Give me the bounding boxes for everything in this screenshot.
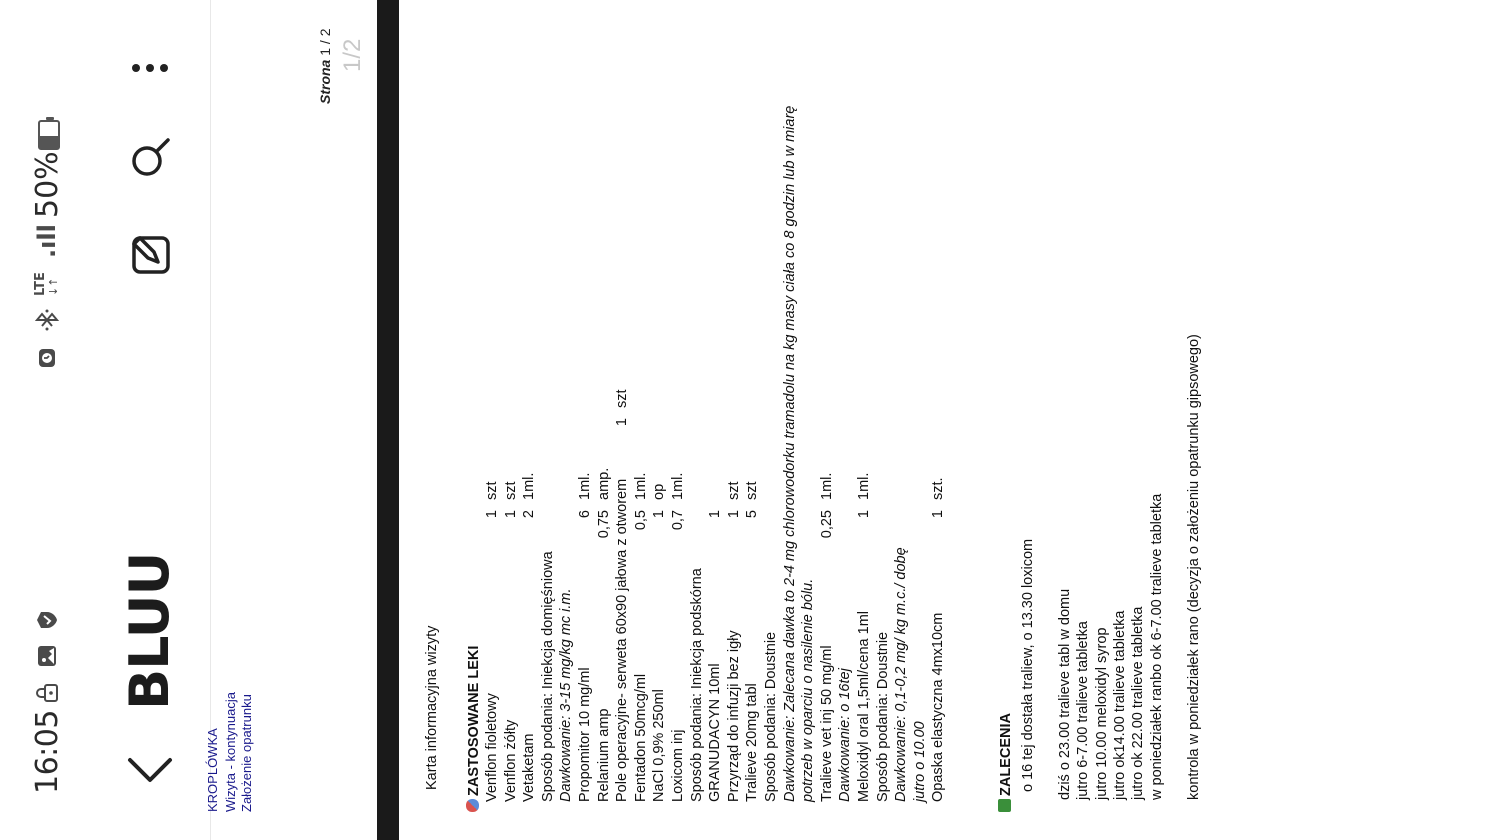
med-unit: szt (744, 481, 761, 500)
recommendation-line: kontrola w poniedziałek rano (decyzja o założeniu opatrunku gipsowego) (1185, 334, 1202, 800)
back-button[interactable] (120, 740, 180, 800)
med-unit: 1ml. (577, 472, 593, 500)
med-name: Vetaketam (521, 733, 538, 802)
rec-section-title (997, 713, 1015, 812)
med-qty: 1 (614, 418, 631, 427)
page-preview (205, 0, 376, 840)
lte-icon: LTE ↓↑ (33, 272, 60, 296)
pill-icon (466, 799, 479, 812)
med-unit: 1ml. (856, 472, 872, 500)
bluetooth-icon (35, 308, 63, 332)
app-toolbar (100, 0, 210, 840)
med-qty: 1 (856, 510, 872, 519)
med-name: Tralieve vet inj 50 mg/ml (818, 645, 835, 802)
recommendation-line: jutro 6-7.00 tralieve tabletka (1075, 621, 1092, 800)
med-name: Przyrząd do infuzji bez igły (725, 630, 742, 802)
recommendation-line: w poniedziałek ranbo ok 6-7.00 tralieve tabletka (1148, 493, 1165, 800)
rec-section-label: ZALECENIA (998, 713, 1014, 796)
meds-section-title (465, 646, 483, 812)
signal-icon: .ıll (33, 224, 61, 258)
med-name: jutro o 10.00 (911, 721, 928, 802)
preview-cut-line: KROPLÓWKA (205, 728, 220, 812)
shield-icon (35, 608, 63, 632)
more-icon (128, 46, 172, 90)
med-name: Fentadon 50mcg/ml (632, 673, 649, 802)
med-unit: szt. (930, 477, 947, 500)
med-name: Sposób podania: Iniekcja podskórna (688, 568, 705, 802)
med-unit: op (651, 483, 668, 500)
med-name: Sposób podania: Doustnie (763, 631, 779, 802)
med-name: Loxicom inj (670, 729, 686, 802)
med-unit: szt (614, 389, 631, 408)
med-qty: 0,7 (670, 510, 686, 531)
recommendation-line: o 16 tej dostała traliew, o 13.30 loxicom (1020, 538, 1036, 792)
search-button[interactable] (122, 130, 178, 186)
recommendation-line: dziś o 23.00 tralieve tabl w domu (1056, 588, 1073, 800)
search-icon (128, 136, 172, 180)
status-time: 16:05 (30, 710, 65, 794)
page-separator (377, 0, 399, 840)
med-qty: 6 (577, 510, 593, 519)
document-title: BLUU (118, 552, 181, 710)
med-unit: 1ml. (670, 472, 686, 500)
med-name: GRANUDACYN 10ml (707, 663, 724, 802)
network-label: LTE (33, 272, 48, 296)
med-unit: 1ml. (632, 472, 649, 500)
page-label: Strona (317, 59, 333, 104)
med-name: Relanium amp (595, 708, 612, 802)
med-name: Dawkowanie: 3-15 mg/kg mc i.m. (558, 588, 575, 802)
med-name: Sposób podania: Doustnie (874, 631, 891, 802)
document-page (399, 0, 1500, 840)
med-qty: 1 (930, 510, 947, 519)
alarm-icon (35, 346, 63, 370)
med-name: Venflon żółty (502, 719, 519, 802)
med-qty: 1 (707, 510, 724, 519)
med-name: Pole operacyjne- serweta 60x90 jałowa z otworem (614, 478, 631, 802)
med-unit: szt (502, 481, 519, 500)
med-unit: szt (725, 481, 742, 500)
med-name: Propomitor 10 mg/ml (577, 667, 593, 802)
edit-button[interactable] (122, 226, 178, 282)
med-qty: 0,25 (818, 510, 835, 539)
med-unit: 1ml. (818, 472, 835, 500)
recommendation-line: jutro ok14.00 tralieve tabletka (1112, 610, 1128, 800)
notepad-icon (998, 799, 1011, 812)
med-unit: szt (484, 481, 500, 500)
med-qty: 1 (502, 510, 519, 519)
med-qty: 0,75 (595, 510, 612, 539)
battery-percent: 50% (30, 151, 65, 218)
med-qty: 5 (744, 510, 761, 519)
page-number-label (317, 29, 333, 104)
med-unit: 1ml. (521, 472, 538, 500)
recommendation-line: jutro 10.00 meloxidyl syrop (1093, 627, 1110, 800)
med-name: Sposób podania: Iniekcja domięśniowa (539, 551, 556, 802)
med-qty: 1 (725, 510, 742, 519)
lock-icon (35, 682, 63, 704)
med-name: potrzeb w oparciu o nasilenie bólu. (800, 578, 817, 802)
more-options-button[interactable] (122, 40, 178, 96)
page-value: 1 / 2 (317, 28, 333, 56)
battery-icon (38, 120, 60, 150)
meds-section-label: ZASTOSOWANE LEKI (466, 645, 482, 796)
page-indicator: 1/2 (339, 38, 366, 72)
med-name: Meloxidyl oral 1,5ml/cena 1ml (856, 611, 872, 802)
med-qty: 2 (521, 510, 538, 519)
recommendation-line: jutro ok 22.00 tralieve tabletka (1130, 606, 1147, 800)
preview-line-1: Wizyta - kontynuacja (223, 692, 238, 812)
preview-line-2: Założenie opatrunku (239, 694, 254, 812)
doc-header: Karta informacyjna wizyty (424, 625, 440, 790)
med-name: Dawkowanie: Zalecana dawka to 2-4 mg chlorowodorku tramadolu na kg masy ciała co 8 godzin lub w miarę (781, 105, 798, 802)
med-qty: 0,5 (632, 510, 649, 531)
med-unit: amp. (595, 467, 612, 500)
status-bar (0, 0, 100, 840)
med-name: Opaska elastyczna 4mx10cm (930, 612, 947, 802)
back-icon (126, 750, 174, 790)
med-name: Venflon fioletowy (484, 693, 500, 802)
edit-icon (128, 232, 172, 276)
gallery-icon (35, 644, 63, 668)
med-name: Tralieve 20mg tabl (744, 683, 761, 802)
med-qty: 1 (484, 510, 500, 519)
med-name: Dawkowanie: 0,1-0,2 mg/ kg m.c./ dobę (893, 547, 910, 802)
med-qty: 1 (651, 510, 668, 519)
med-name: Dawkowanie: o 16tej (837, 668, 854, 802)
med-name: NaCl 0,9% 250ml (651, 689, 668, 802)
